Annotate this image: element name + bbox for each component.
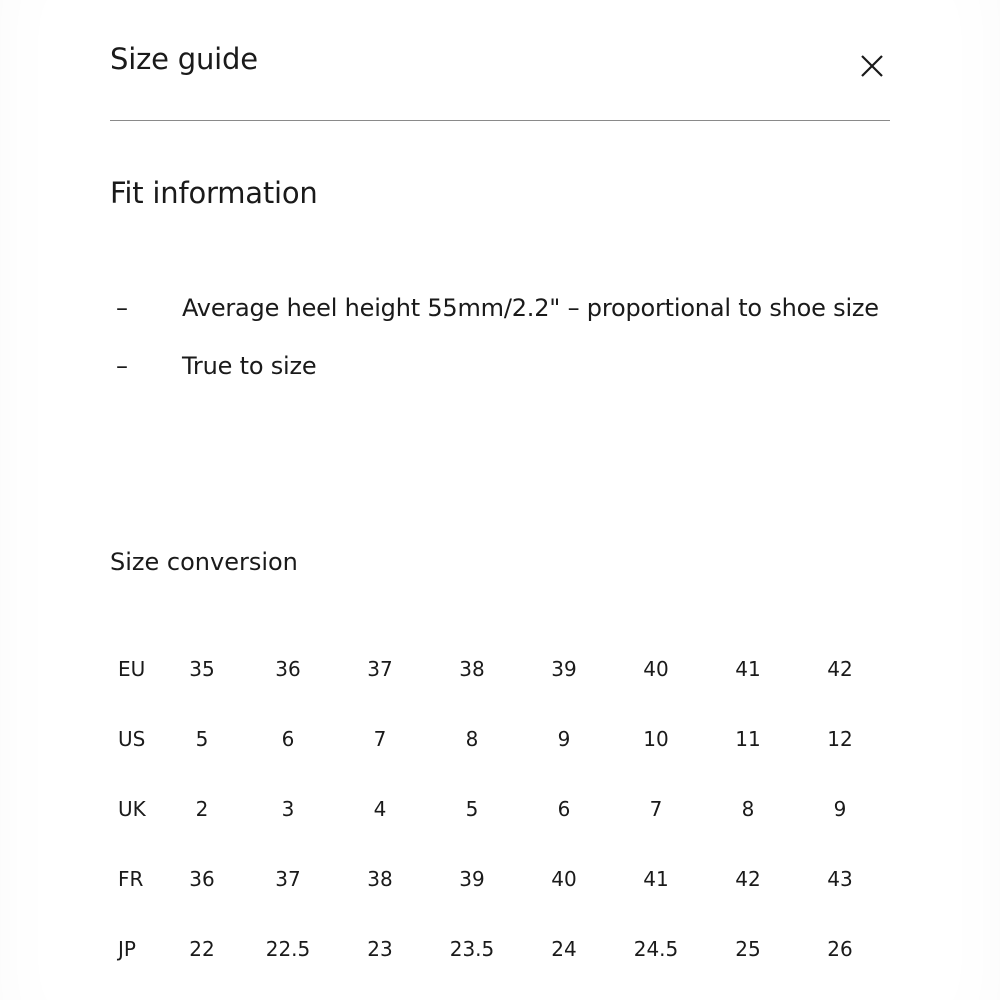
size-row-jp <box>110 914 886 984</box>
size-value-cell: 37 <box>275 867 301 891</box>
size-value-cell: 39 <box>551 657 577 681</box>
size-value-cell: 23 <box>367 937 393 961</box>
size-value-cell: 42 <box>735 867 761 891</box>
size-system-label: FR <box>118 867 144 891</box>
size-value-cell: 26 <box>827 937 853 961</box>
fit-information-list <box>110 290 900 406</box>
size-value-cell: 41 <box>735 657 761 681</box>
size-conversion-table <box>110 634 886 984</box>
size-value-cell: 36 <box>189 867 215 891</box>
fit-item-text: Average heel height 55mm/2.2" – proportional to shoe size <box>182 294 879 322</box>
size-value-cell: 41 <box>643 867 669 891</box>
size-value-cell: 3 <box>281 797 295 821</box>
size-value-cell: 24 <box>551 937 577 961</box>
size-value-cell: 22 <box>189 937 215 961</box>
size-value-cell: 24.5 <box>633 937 679 961</box>
size-value-cell: 10 <box>643 727 669 751</box>
size-value-cell: 5 <box>465 797 479 821</box>
size-system-label: EU <box>118 657 146 681</box>
size-value-cell: 6 <box>281 727 295 751</box>
size-value-cell: 4 <box>373 797 387 821</box>
size-value-cell: 25 <box>735 937 761 961</box>
size-value-cell: 9 <box>833 797 847 821</box>
size-value-cell: 38 <box>367 867 393 891</box>
size-value-cell: 12 <box>827 727 853 751</box>
size-value-cell: 7 <box>373 727 387 751</box>
close-button[interactable] <box>858 52 886 80</box>
size-row-eu <box>110 634 886 704</box>
size-value-cell: 37 <box>367 657 393 681</box>
size-value-cell: 38 <box>459 657 485 681</box>
size-value-cell: 9 <box>557 727 571 751</box>
size-value-cell: 6 <box>557 797 571 821</box>
size-value-cell: 43 <box>827 867 853 891</box>
size-row-us <box>110 704 886 774</box>
size-system-label: UK <box>118 797 146 821</box>
size-value-cell: 39 <box>459 867 485 891</box>
size-value-cell: 8 <box>741 797 755 821</box>
size-value-cell: 2 <box>195 797 209 821</box>
size-value-cell: 23.5 <box>449 937 495 961</box>
size-value-cell: 42 <box>827 657 853 681</box>
close-icon <box>858 52 886 80</box>
size-table-body <box>110 634 886 984</box>
size-row-fr <box>110 844 886 914</box>
bullet-dash: – <box>116 294 128 322</box>
size-row-uk <box>110 774 886 844</box>
size-value-cell: 11 <box>735 727 761 751</box>
fit-information-heading: Fit information <box>110 176 318 210</box>
fit-item-text: True to size <box>182 352 317 380</box>
size-guide-header <box>110 40 890 121</box>
size-system-label: JP <box>118 937 136 961</box>
size-value-cell: 35 <box>189 657 215 681</box>
size-value-cell: 40 <box>643 657 669 681</box>
bullet-dash: – <box>116 352 128 380</box>
page-title: Size guide <box>110 42 258 76</box>
size-value-cell: 36 <box>275 657 301 681</box>
size-value-cell: 8 <box>465 727 479 751</box>
fit-item <box>110 348 900 406</box>
fit-item <box>110 290 900 348</box>
size-value-cell: 22.5 <box>265 937 311 961</box>
size-value-cell: 40 <box>551 867 577 891</box>
size-system-label: US <box>118 727 146 751</box>
size-value-cell: 5 <box>195 727 209 751</box>
size-conversion-heading: Size conversion <box>110 548 298 576</box>
size-value-cell: 7 <box>649 797 663 821</box>
